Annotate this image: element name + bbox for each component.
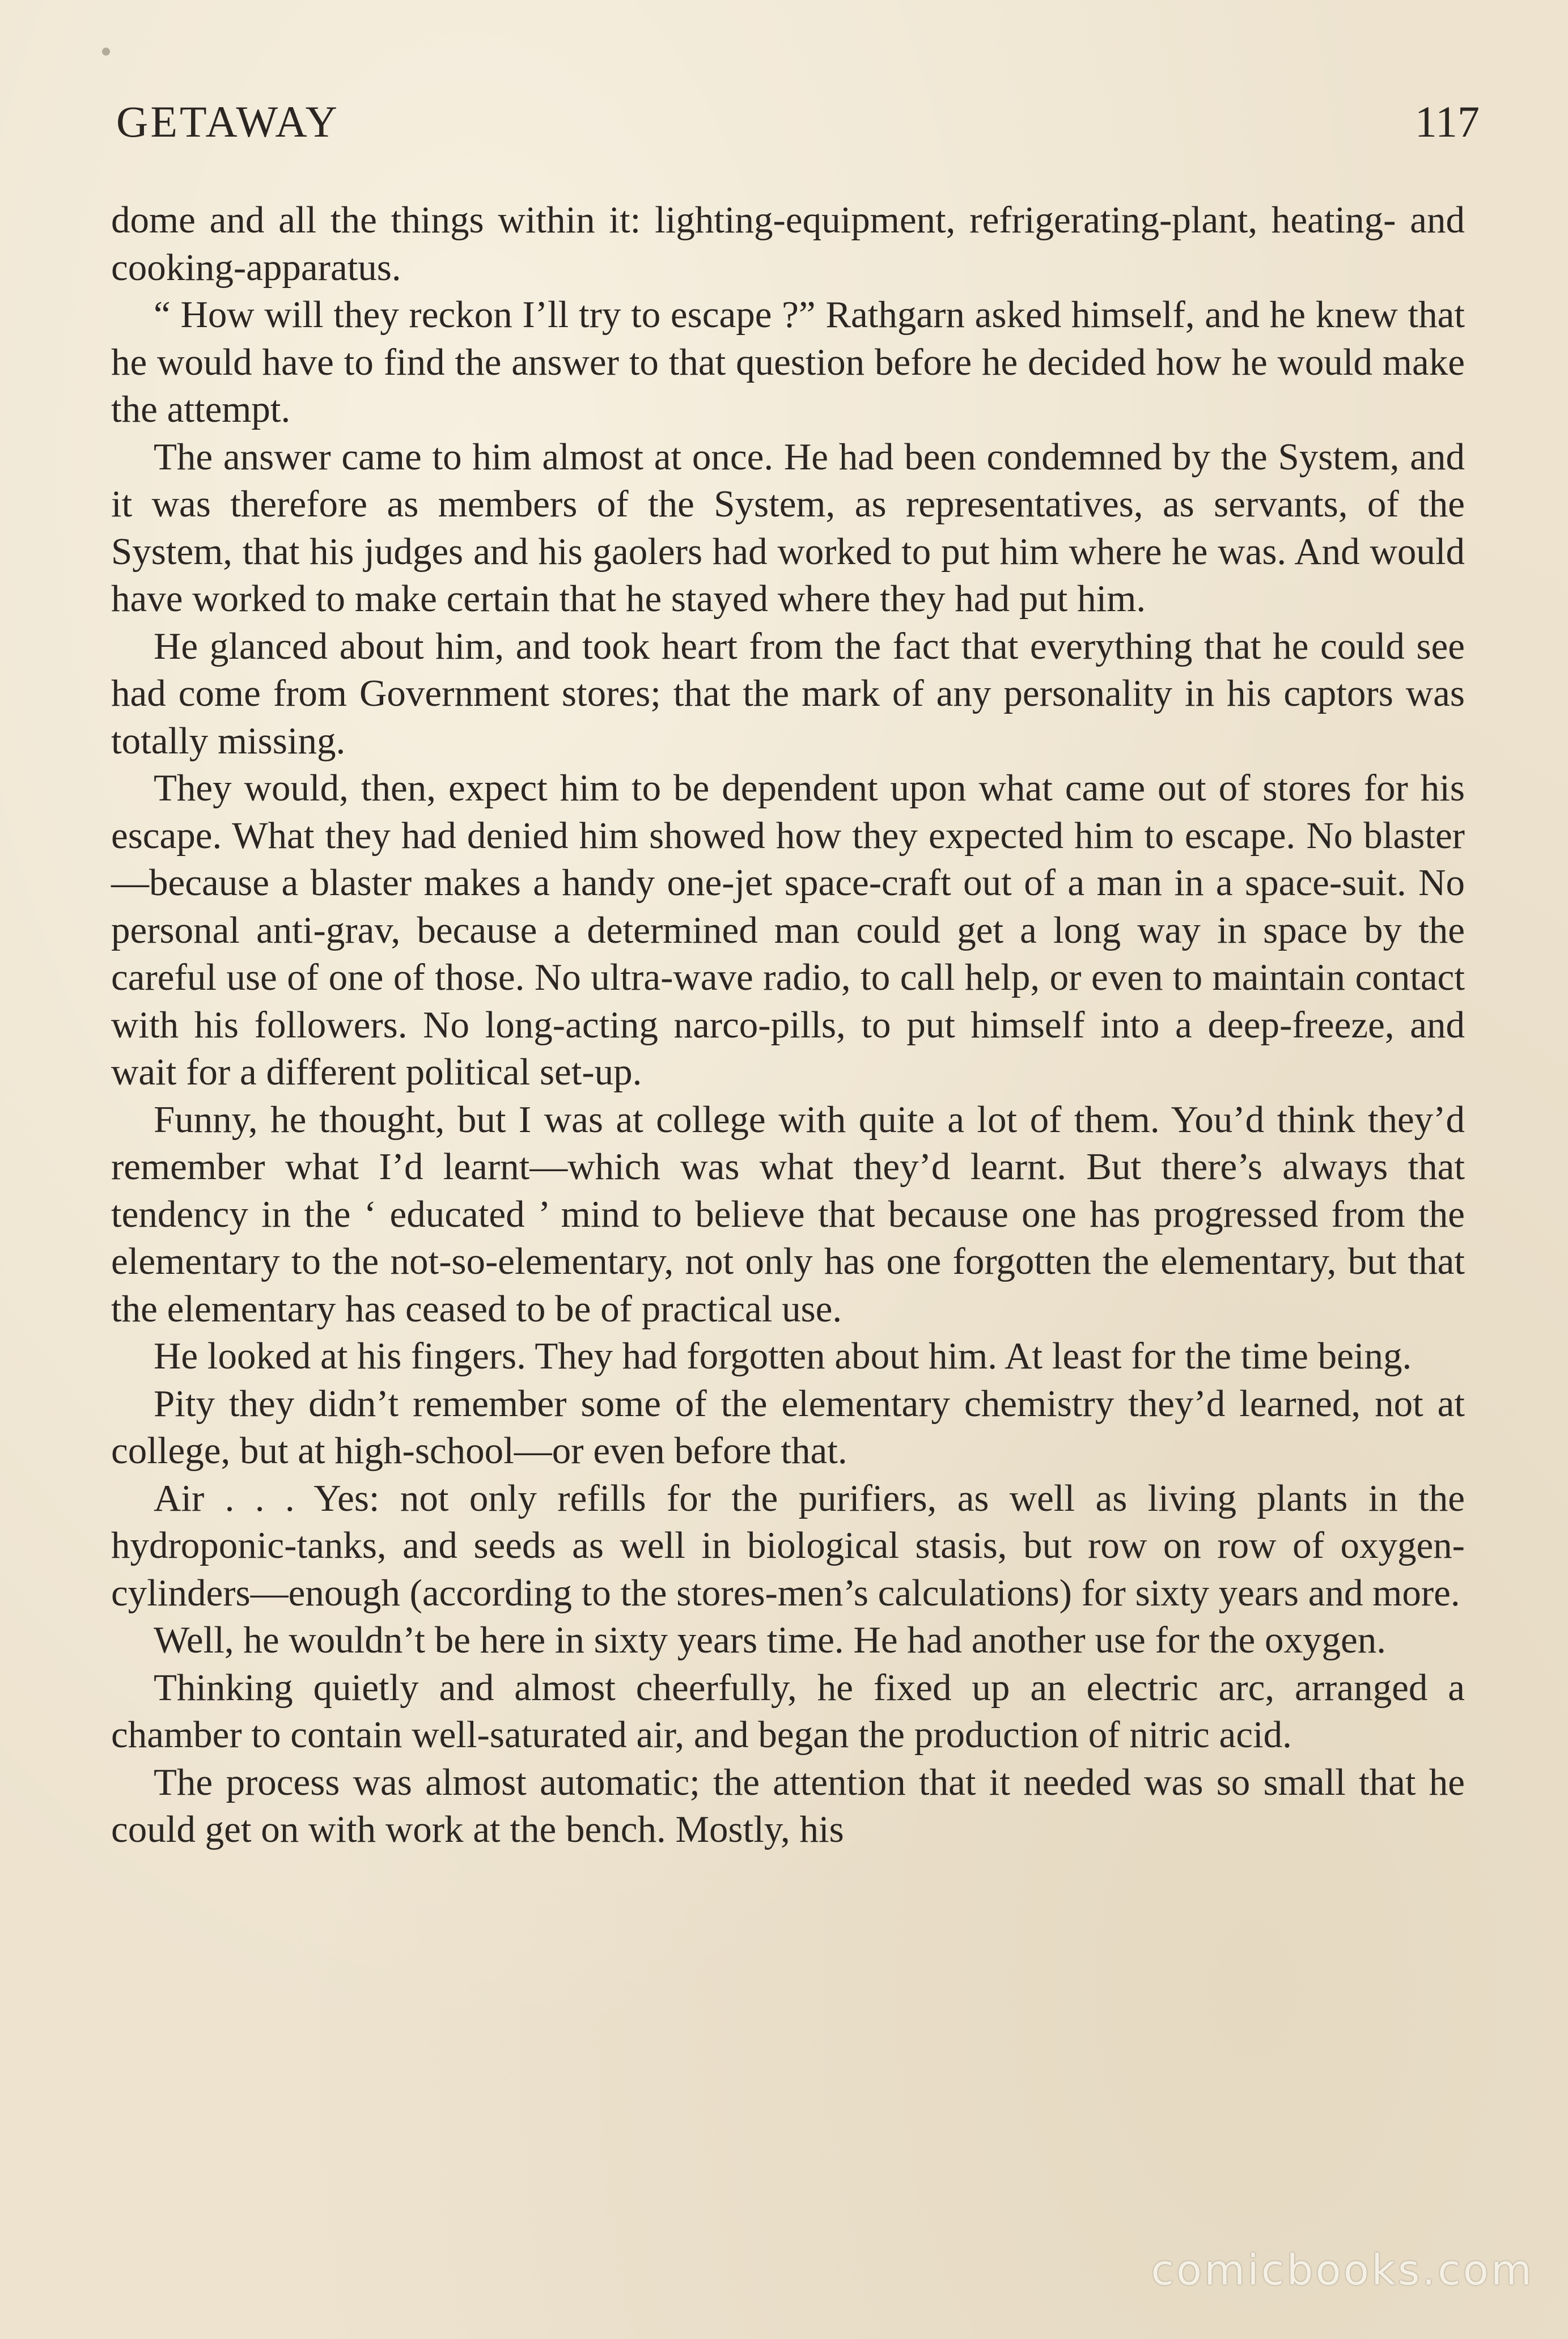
body-text bbox=[111, 197, 1465, 1854]
paragraph: They would, then, expect him to be dependent upon what came out of stores for his escape. What they had denied him showed how they expected him to escape. No blaster—because a blaster makes a handy one-jet space-craft out of a man in a space-suit. No personal anti-grav, because a determined man could get a long way in space by the careful use of one of those. No ultra-wave radio, to call help, or even to maintain contact with his followers. No long-acting narco-pills, to put himself into a deep-freeze, and wait for a different political set-up. bbox=[111, 767, 1465, 1093]
watermark: comicbooks.com bbox=[1151, 2246, 1534, 2295]
page-number: 117 bbox=[1414, 97, 1480, 146]
paragraph: Pity they didn’t remember some of the elementary chemistry they’d learned, not at college, but at high-school—or even before that. bbox=[111, 1382, 1465, 1472]
paragraph: The process was almost automatic; the attention that it needed was so small that he could get on with work at the bench. Mostly, his bbox=[111, 1761, 1465, 1850]
paragraph: He glanced about him, and took heart from the fact that everything that he could see had come from Government stores; that the mark of any personality in his captors was totally missing. bbox=[111, 625, 1465, 762]
running-head: GETAWAY bbox=[116, 97, 340, 146]
paper-speck bbox=[102, 48, 110, 56]
paragraph: The answer came to him almost at once. He had been condemned by the System, and it was therefore as members of the System, as representatives, as servants, of the System, that his judges and his gaolers had worked to put him where he was. And would have worked to make certain that he stayed where they had put him. bbox=[111, 435, 1465, 620]
paragraph: He looked at his fingers. They had forgotten about him. At least for the time being. bbox=[154, 1335, 1412, 1377]
paragraph: “ How will they reckon I’ll try to escape ?” Rathgarn asked himself, and he knew that he would have to find the answer to that question before he decided how he would make the attempt. bbox=[111, 294, 1465, 430]
paragraph: Well, he wouldn’t be here in sixty years time. He had another use for the oxygen. bbox=[154, 1619, 1386, 1661]
paragraph: Funny, he thought, but I was at college with quite a lot of them. You’d think they’d remember what I’d learnt—which was what they’d learnt. But there’s always that tendency in the ‘ educated ’ mind to believe that because one has progressed from the elementary to the not-so-elementary, not only has one forgotten the elementary, but that the elementary has ceased to be of practical use. bbox=[111, 1098, 1465, 1330]
paragraph: Thinking quietly and almost cheerfully, he fixed up an electric arc, arranged a chamber to contain well-saturated air, and began the production of nitric acid. bbox=[111, 1666, 1465, 1756]
page-header bbox=[116, 91, 1480, 153]
paragraph: dome and all the things within it: lighting-equipment, refrigerating-plant, heating- and cooking-apparatus. bbox=[111, 199, 1465, 289]
paragraph: Air . . . Yes: not only refills for the purifiers, as well as living plants in the hydroponic-tanks, and seeds as well in biological stasis, but row on row of oxygen-cylinders—enough (according to the stores-men’s calculations) for sixty years and more. bbox=[111, 1477, 1465, 1614]
